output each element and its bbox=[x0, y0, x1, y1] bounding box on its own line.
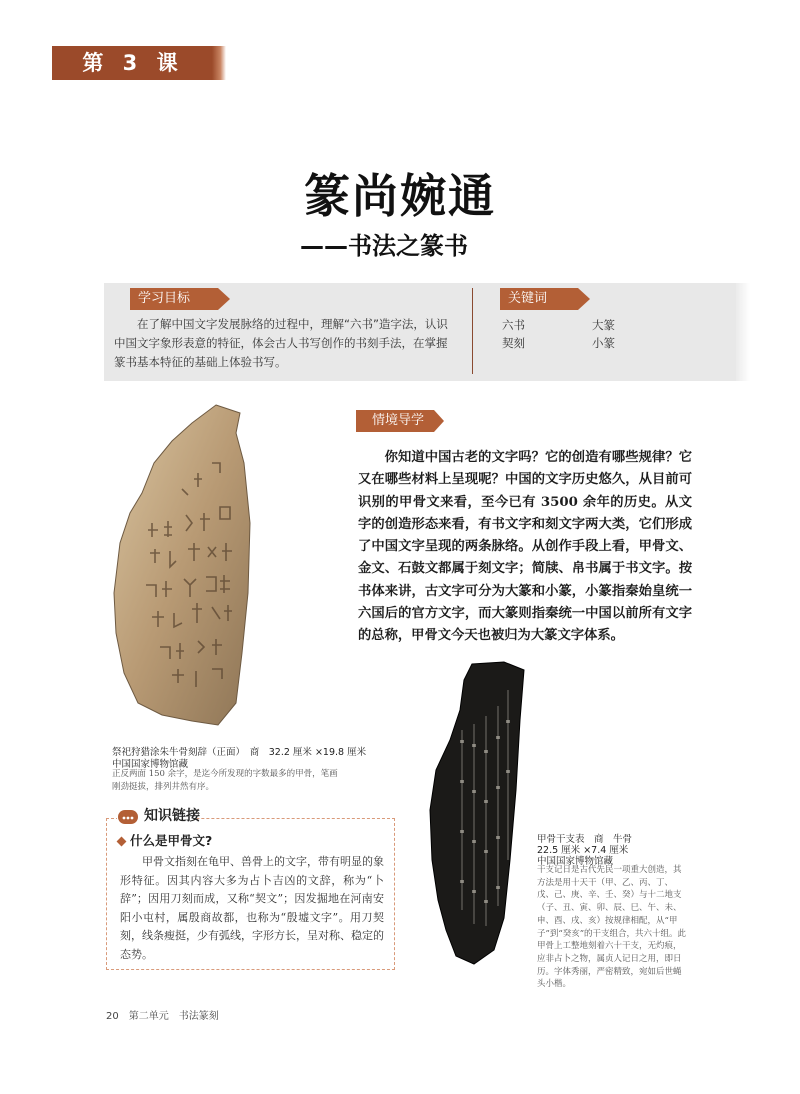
keywords-tag: 关键词 bbox=[500, 288, 578, 310]
page-number: 20 bbox=[106, 1011, 119, 1022]
oracle-caption-body: 正反两面 150 余字，是迄今所发现的字数最多的甲骨，笔画刚劲挺拔，排列井然有序。 bbox=[112, 769, 338, 792]
page-subtitle: ——书法之篆书 bbox=[300, 232, 468, 260]
panel-divider bbox=[472, 288, 473, 374]
objectives-tag: 学习目标 bbox=[130, 288, 218, 310]
oracle-bone-image bbox=[112, 403, 252, 729]
page-footer bbox=[106, 1007, 219, 1022]
lesson-label: 第 3 课 bbox=[82, 51, 184, 75]
table-caption-collection: 中国国家博物馆藏 bbox=[537, 856, 614, 867]
intro-paragraph: 你知道中国古老的文字吗？它的创造有哪些规律？它又在哪些材料上呈现呢？中国的文字历史悠久，从目前可识别的甲骨文来看，至今已有 3500 余年的历史。从文字的创造形态来看，有书文字和刻文字两大类，它们形成了中国文字呈现的两条脉络。从创作手段上看，甲骨文、金文、石鼓文都属于刻文字；简牍、帛书属于书文字。按书体来讲，古文字可分为大篆和小篆，小篆指秦始皇统一六国后的官方文字，而大篆则指秦统一中国以前所有文字的总称，甲骨文今天也被归为大篆文字体系。 bbox=[358, 450, 692, 644]
scene-tag: 情境导学 bbox=[356, 410, 434, 432]
keyword-item: 契刻 bbox=[502, 336, 525, 350]
table-caption-size: 22.5 厘米 ×7.4 厘米 bbox=[537, 845, 629, 856]
keyword-item: 小篆 bbox=[592, 336, 615, 350]
oracle-caption-title: 祭祀狩猎涂朱牛骨刻辞（正面） 商 32.2 厘米 ×19.8 厘米 bbox=[112, 747, 367, 758]
oracle-caption-collection: 中国国家博物馆藏 bbox=[112, 759, 189, 770]
keyword-item: 六书 bbox=[502, 318, 525, 332]
knowledge-question: 什么是甲骨文? bbox=[130, 833, 213, 848]
knowledge-title: 知识链接 bbox=[144, 808, 200, 824]
knowledge-text: 甲骨文指刻在龟甲、兽骨上的文字，带有明显的象形特征。因其内容大多为占卜吉凶的文辞，称为“卜辞”；因用刀刻而成，又称“契文”；因发掘地在河南安阳小屯村，属殷商故都，也称为“殷墟文字”。用刀契刻，线条瘦挺，少有弧线，字形方长，呈对称、稳定的态势。 bbox=[120, 855, 384, 961]
page-title: 篆尚婉通 bbox=[304, 169, 496, 223]
speech-bubble-icon bbox=[118, 810, 138, 824]
keyword-item: 大篆 bbox=[592, 318, 615, 332]
objectives-text: 在了解中国文字发展脉络的过程中，理解“六书”造字法，认识中国文字象形表意的特征，体会古人书写创作的书刻手法，在掌握篆书基本特征的基础上体验书写。 bbox=[114, 317, 448, 369]
table-caption-title: 甲骨干支表 商 牛骨 bbox=[537, 834, 633, 845]
bone-calendar-image bbox=[426, 660, 528, 966]
table-caption-body: 干支记日是古代先民一项重大创造，其方法是用十天干（甲、乙、丙、丁、戊、己、庚、辛、壬、癸）与十二地支（子、丑、寅、卯、辰、巳、午、未、申、酉、戌、亥）按规律相配，从“甲子”到“癸亥”的干支组合，共六十组。此甲骨上工整地刻着六十干支，无灼痕，应非占卜之物，属贞人记日之用，即日历。字体秀丽，严密精致，宛如后世蝇头小楷。 bbox=[537, 865, 687, 990]
footer-section: 第二单元 书法篆刻 bbox=[128, 1011, 219, 1022]
